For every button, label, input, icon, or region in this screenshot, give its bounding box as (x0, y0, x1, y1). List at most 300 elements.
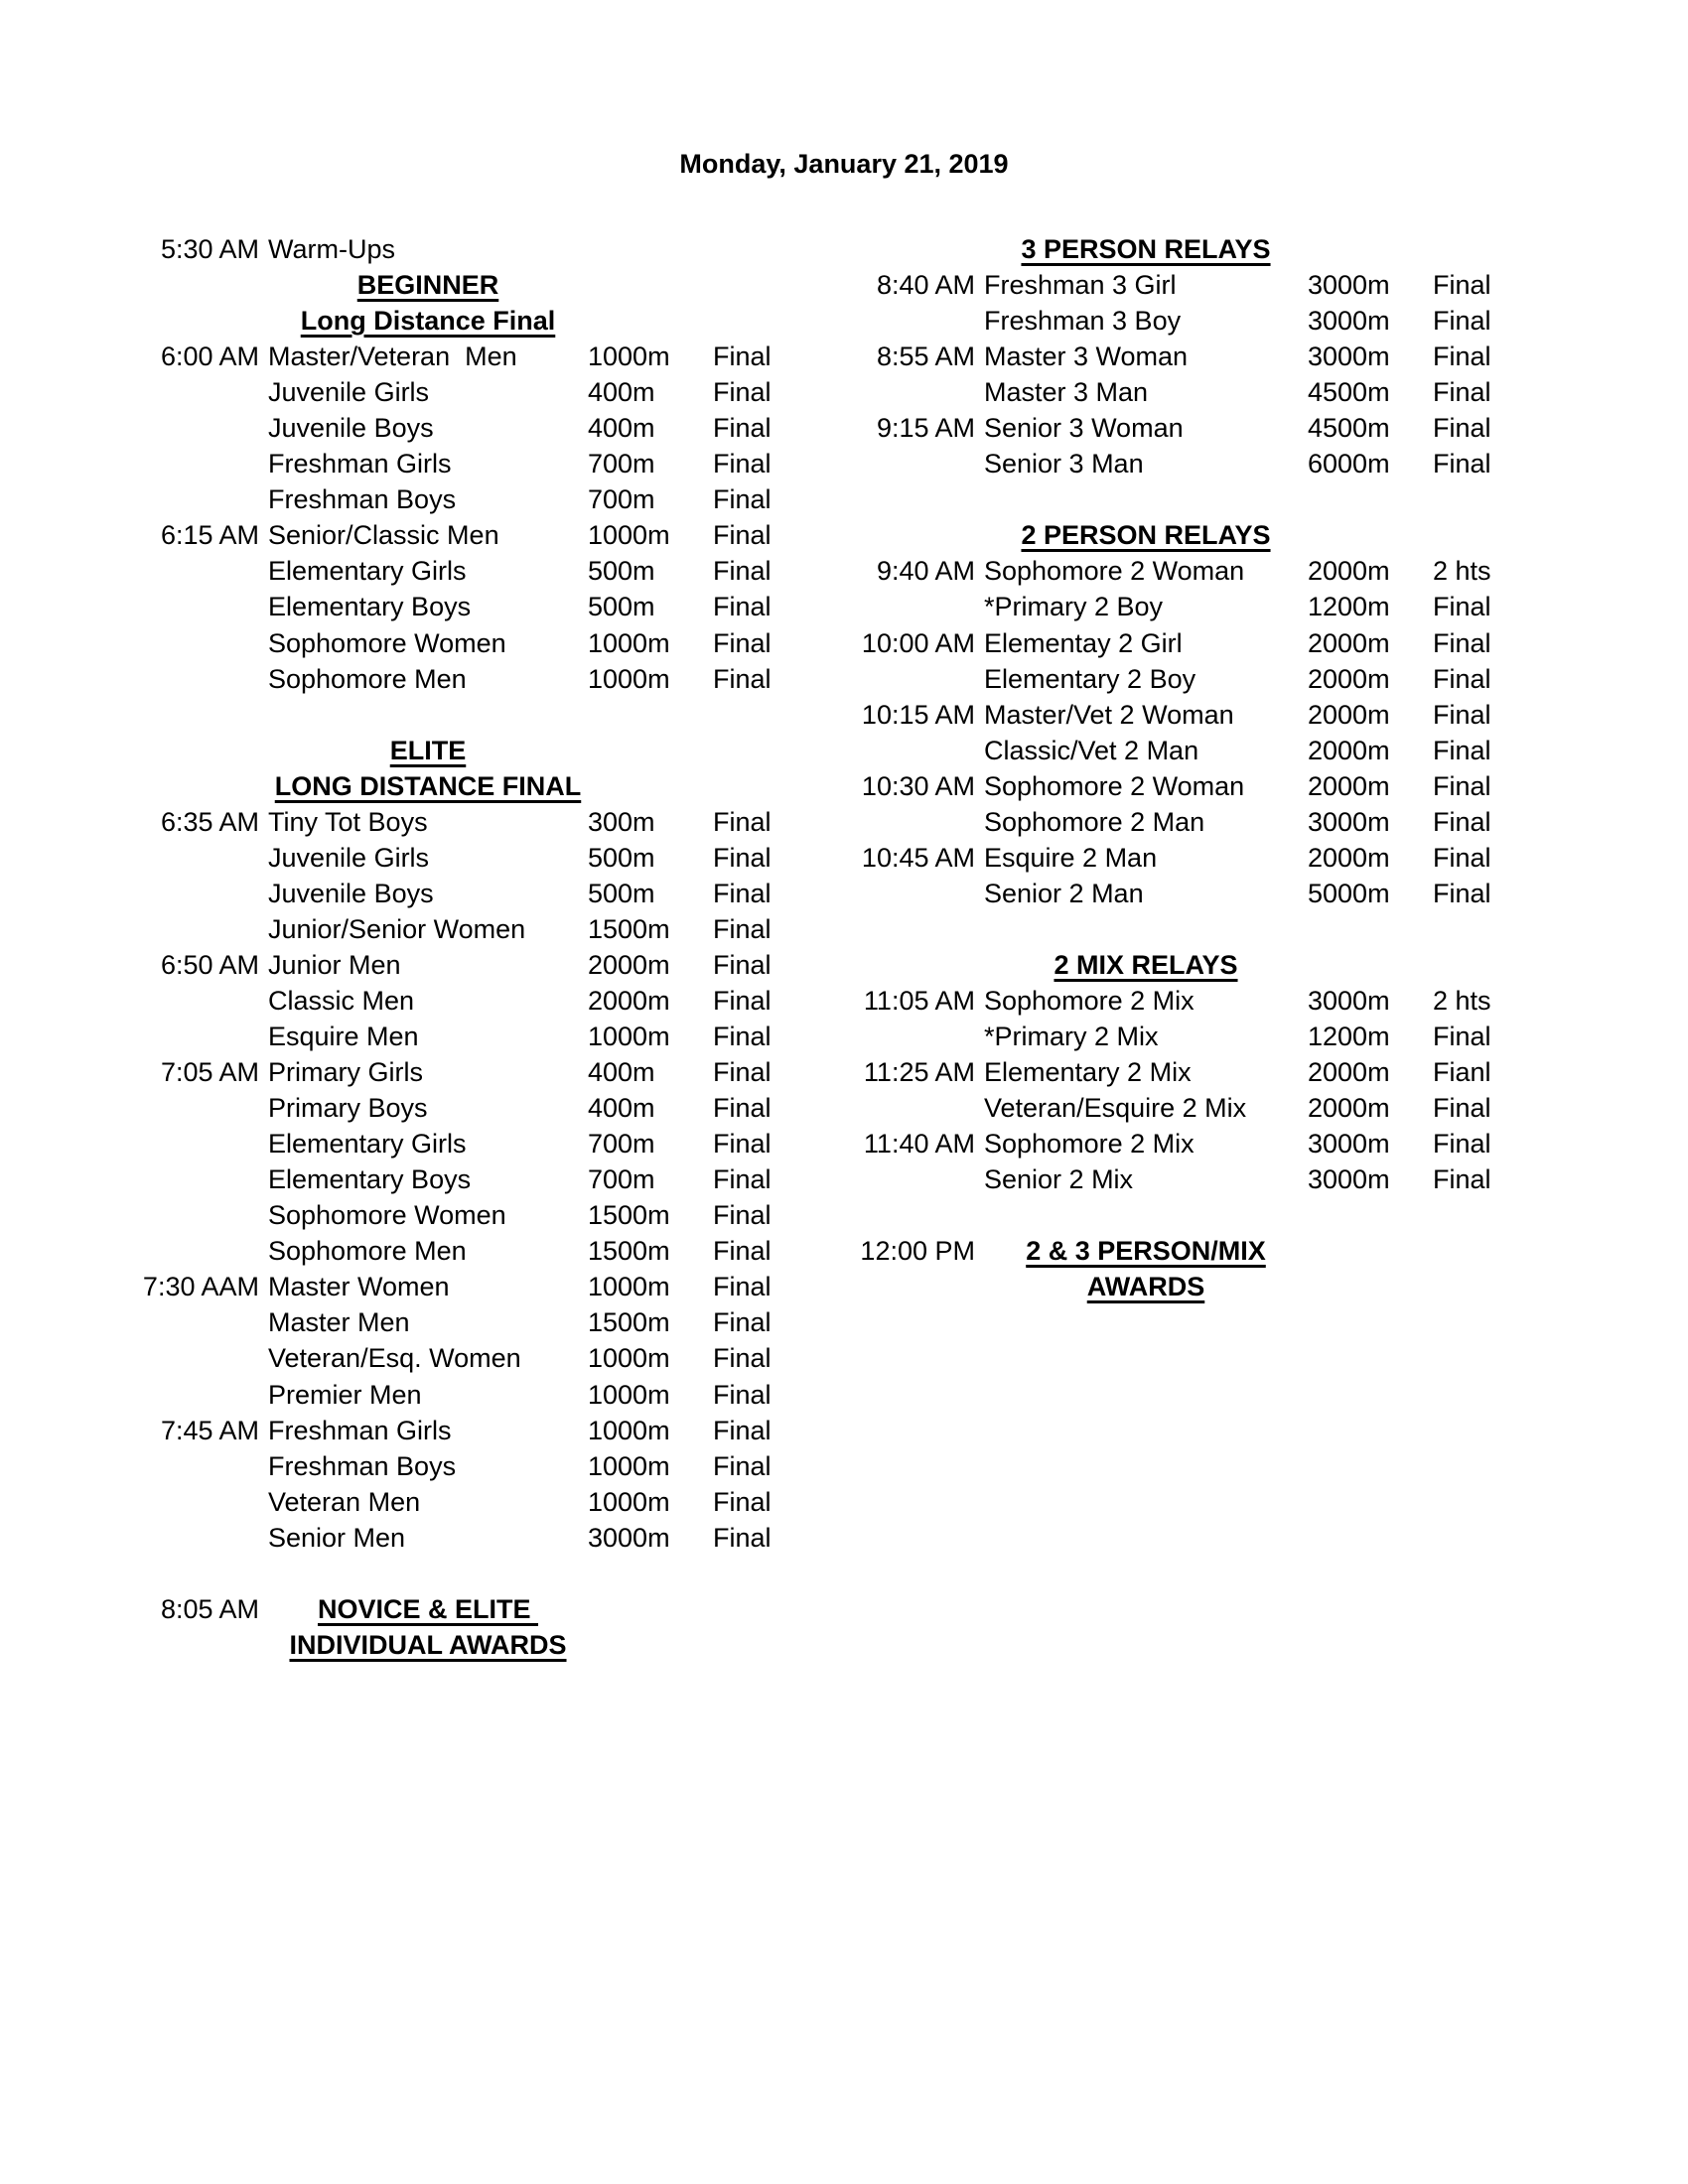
event-name: Senior 3 Woman (984, 413, 1184, 444)
schedule-row (95, 1340, 830, 1376)
event-time (95, 1377, 259, 1413)
schedule-left-column (95, 231, 830, 1663)
event-distance: 3000m (1308, 270, 1390, 301)
schedule-row (95, 1126, 830, 1161)
event-distance: 1200m (1308, 1022, 1390, 1052)
event-distance: 2000m (1308, 1057, 1390, 1088)
event-name: Freshman Girls (268, 449, 452, 479)
section-header-row (854, 1269, 1569, 1304)
schedule-row (95, 1448, 830, 1484)
event-status (1433, 517, 1527, 553)
event-status (1433, 1269, 1527, 1304)
event-distance: 1200m (1308, 592, 1390, 622)
page-title: Monday, January 21, 2019 (679, 149, 1009, 179)
event-status: Final (713, 806, 772, 837)
section-header-row (854, 947, 1569, 983)
event-time: 10:15 AM (861, 699, 975, 730)
schedule-row (854, 697, 1569, 733)
schedule-row (854, 625, 1569, 661)
event-status: Final (1433, 806, 1491, 837)
schedule-row (95, 1413, 830, 1448)
event-status: Final (713, 1343, 772, 1374)
event-distance: 1000m (588, 341, 670, 372)
event-time (854, 374, 975, 410)
schedule-row (95, 947, 830, 983)
schedule-row (95, 1090, 830, 1126)
event-distance (1308, 1269, 1433, 1304)
event-name: Sophomore 2 Woman (984, 556, 1245, 587)
event-name: Master Women (268, 1272, 450, 1302)
event-time (95, 481, 259, 517)
section-header-cell (268, 267, 588, 303)
event-time (854, 947, 975, 983)
event-status (713, 733, 807, 768)
event-distance (1308, 231, 1433, 267)
event-distance: 3000m (1308, 1129, 1390, 1160)
event-status: Final (713, 913, 772, 944)
event-distance: 1000m (588, 1415, 670, 1445)
event-name: Classic Men (268, 985, 415, 1016)
event-time (854, 804, 975, 840)
event-status: Final (713, 413, 772, 444)
event-distance (588, 267, 713, 303)
event-name: Sophomore 2 Man (984, 806, 1205, 837)
event-time (854, 876, 975, 911)
event-name: Sophomore Men (268, 1236, 467, 1267)
event-distance (588, 768, 713, 804)
schedule-row (854, 553, 1569, 589)
event-distance (588, 1591, 713, 1627)
section-header: ELITE (389, 735, 467, 765)
event-name: Elementary Girls (268, 556, 467, 587)
event-status: Final (1433, 842, 1491, 873)
event-time (95, 1197, 259, 1233)
schedule-row (854, 374, 1569, 410)
event-name: Tiny Tot Boys (268, 806, 428, 837)
section-header-cell (984, 1233, 1308, 1269)
event-distance: 1500m (588, 1307, 670, 1338)
section-header: AWARDS (1086, 1272, 1205, 1302)
event-status: Final (1433, 627, 1491, 658)
schedule-row (95, 876, 830, 911)
event-distance: 1000m (588, 1486, 670, 1517)
event-name: Senior 2 Man (984, 878, 1144, 908)
event-status: Final (1433, 1129, 1491, 1160)
event-status: Final (1433, 770, 1491, 801)
event-distance (1308, 947, 1433, 983)
section-header-cell (984, 1269, 1308, 1304)
event-name: Elementary Boys (268, 1164, 472, 1195)
event-distance: 1500m (588, 1200, 670, 1231)
event-status: Final (713, 341, 772, 372)
schedule-row (95, 1377, 830, 1413)
event-name: Sophomore 2 Mix (984, 1129, 1195, 1160)
event-status: Final (713, 627, 772, 658)
event-time: 11:05 AM (863, 985, 975, 1016)
schedule-row (854, 589, 1569, 624)
section-header: 2 & 3 PERSON/MIX (1026, 1236, 1266, 1267)
spacer-row (854, 481, 1569, 517)
event-status: Final (1433, 1093, 1491, 1124)
event-name: Juvenile Boys (268, 413, 434, 444)
schedule-row (95, 1233, 830, 1269)
event-status: Final (713, 1200, 772, 1231)
event-time: 9:40 AM (876, 556, 975, 587)
event-distance: 1000m (588, 1379, 670, 1410)
event-name: Veteran Men (268, 1486, 421, 1517)
event-time: 10:30 AM (861, 770, 975, 801)
event-distance (588, 1627, 713, 1663)
event-name: Sophomore Women (268, 1200, 506, 1231)
event-name: Junior Men (268, 949, 401, 980)
event-status: Final (713, 985, 772, 1016)
event-name: Esquire 2 Man (984, 842, 1158, 873)
event-time (95, 911, 259, 947)
section-header: INDIVIDUAL AWARDS (289, 1629, 567, 1660)
event-status: Fianl (1433, 1057, 1491, 1088)
event-name: Junior/Senior Women (268, 913, 526, 944)
section-header-cell (268, 733, 588, 768)
event-distance: 1000m (588, 1022, 670, 1052)
event-distance: 1000m (588, 1343, 670, 1374)
section-header-row (854, 231, 1569, 267)
event-status (713, 1627, 807, 1663)
event-time (95, 267, 259, 303)
schedule-row (95, 1484, 830, 1520)
event-time (854, 733, 975, 768)
event-distance: 1000m (588, 520, 670, 551)
event-time (95, 1340, 259, 1376)
event-name: Master/Veteran Men (268, 341, 517, 372)
schedule-row (95, 1161, 830, 1197)
event-time: 6:15 AM (160, 520, 259, 551)
event-status: Final (713, 1022, 772, 1052)
section-header-row (95, 267, 830, 303)
event-distance: 700m (588, 1129, 655, 1160)
schedule-row (95, 1054, 830, 1090)
event-name: Juvenile Girls (268, 842, 430, 873)
event-name: Sophomore 2 Woman (984, 770, 1245, 801)
event-status: Final (713, 377, 772, 408)
spacer-row (854, 911, 1569, 947)
event-status: Final (713, 1307, 772, 1338)
event-time: 12:00 PM (860, 1236, 975, 1267)
schedule-row (854, 1126, 1569, 1161)
schedule-row (95, 1520, 830, 1556)
section-header: 3 PERSON RELAYS (1021, 234, 1271, 264)
event-status: Final (713, 1415, 772, 1445)
section-header: LONG DISTANCE FINAL (274, 770, 582, 801)
event-status (713, 231, 807, 267)
section-header: 2 PERSON RELAYS (1021, 520, 1271, 551)
event-distance: 500m (588, 842, 655, 873)
schedule-row (854, 267, 1569, 303)
schedule-row (95, 911, 830, 947)
event-time (854, 1269, 975, 1304)
event-status (713, 267, 807, 303)
event-time (854, 303, 975, 339)
schedule-row (95, 339, 830, 374)
event-time (95, 1161, 259, 1197)
schedule-row (854, 446, 1569, 481)
schedule-row (95, 625, 830, 661)
event-status: Final (713, 1057, 772, 1088)
schedule-row (854, 410, 1569, 446)
schedule-row (95, 804, 830, 840)
event-distance: 700m (588, 449, 655, 479)
schedule-row (854, 840, 1569, 876)
event-status: Final (713, 1379, 772, 1410)
event-status (1433, 947, 1527, 983)
event-status: Final (713, 1093, 772, 1124)
event-time: 7:05 AM (160, 1057, 259, 1088)
event-distance: 500m (588, 592, 655, 622)
event-time (95, 1520, 259, 1556)
event-status: Final (1433, 699, 1491, 730)
event-time (95, 1233, 259, 1269)
event-distance: 2000m (588, 949, 670, 980)
event-time: 6:00 AM (160, 341, 259, 372)
section-header-cell (984, 947, 1308, 983)
event-time: 6:50 AM (160, 949, 259, 980)
section-header-row (854, 1233, 1569, 1269)
schedule-row (95, 481, 830, 517)
event-name: Veteran/Esq. Women (268, 1343, 521, 1374)
event-distance (1308, 1233, 1433, 1269)
section-header-row (95, 768, 830, 804)
event-distance: 1500m (588, 913, 670, 944)
event-status: Final (713, 663, 772, 694)
event-name: Elementary 2 Mix (984, 1057, 1192, 1088)
event-status: Final (1433, 592, 1491, 622)
schedule-row (95, 1019, 830, 1054)
event-time (854, 231, 975, 267)
event-distance: 1500m (588, 1236, 670, 1267)
event-status: Final (713, 484, 772, 515)
event-distance: 2000m (1308, 663, 1390, 694)
schedule-right-column (854, 231, 1569, 1304)
event-name: Senior Men (268, 1522, 406, 1553)
event-distance: 3000m (1308, 1164, 1390, 1195)
event-status (713, 768, 807, 804)
event-time (95, 625, 259, 661)
event-name: Primary Girls (268, 1057, 423, 1088)
event-time (95, 661, 259, 697)
event-time: 5:30 AM (160, 234, 259, 264)
schedule-row (854, 1054, 1569, 1090)
event-time: 8:40 AM (876, 270, 975, 301)
event-name: Freshman 3 Girl (984, 270, 1177, 301)
section-header-cell (268, 1627, 588, 1663)
event-time (95, 983, 259, 1019)
event-status: Final (713, 1236, 772, 1267)
schedule-row (95, 410, 830, 446)
section-header-cell (268, 1591, 588, 1627)
event-time (95, 1304, 259, 1340)
event-time (854, 1090, 975, 1126)
schedule-row (95, 1304, 830, 1340)
event-distance: 700m (588, 484, 655, 515)
schedule-row (95, 840, 830, 876)
event-time: 7:30 AAM (142, 1272, 259, 1302)
event-status: Final (1433, 1164, 1491, 1195)
event-status (713, 1591, 807, 1627)
section-header: BEGINNER (356, 270, 499, 301)
event-time (95, 768, 259, 804)
event-time (95, 1627, 259, 1663)
schedule-row (95, 661, 830, 697)
event-distance: 2000m (1308, 556, 1390, 587)
event-name: Freshman 3 Boy (984, 306, 1182, 337)
event-distance: 1000m (588, 627, 670, 658)
schedule-row (95, 231, 830, 267)
event-time (95, 840, 259, 876)
event-time (95, 876, 259, 911)
event-status: Final (713, 449, 772, 479)
section-header-row (95, 733, 830, 768)
event-distance: 5000m (1308, 878, 1390, 908)
event-time (95, 733, 259, 768)
event-distance: 4500m (1308, 377, 1390, 408)
schedule-row (95, 589, 830, 624)
event-distance: 2000m (1308, 842, 1390, 873)
schedule-row (854, 733, 1569, 768)
event-distance (588, 733, 713, 768)
event-status: Final (713, 1129, 772, 1160)
event-status: Final (1433, 878, 1491, 908)
event-time: 10:00 AM (861, 627, 975, 658)
event-status: 2 hts (1433, 985, 1491, 1016)
event-name: Master 3 Woman (984, 341, 1189, 372)
event-time (854, 1019, 975, 1054)
event-status: Final (1433, 306, 1491, 337)
section-header-cell (268, 768, 588, 804)
event-distance: 300m (588, 806, 655, 837)
event-time (854, 661, 975, 697)
event-status: Final (713, 1522, 772, 1553)
event-distance: 400m (588, 413, 655, 444)
event-time: 10:45 AM (861, 842, 975, 873)
event-distance: 700m (588, 1164, 655, 1195)
event-time: 11:25 AM (863, 1057, 975, 1088)
spacer-row (95, 1556, 830, 1591)
event-status (1433, 1233, 1527, 1269)
schedule-row (854, 1019, 1569, 1054)
event-distance: 3000m (1308, 306, 1390, 337)
schedule-row (854, 339, 1569, 374)
event-time (854, 517, 975, 553)
schedule-row (95, 517, 830, 553)
event-status: Final (1433, 341, 1491, 372)
event-time: 9:15 AM (876, 413, 975, 444)
event-name: Senior 2 Mix (984, 1164, 1134, 1195)
section-header: 2 MIX RELAYS (1054, 949, 1238, 980)
event-time (854, 1161, 975, 1197)
event-name: Esquire Men (268, 1022, 419, 1052)
event-distance: 2000m (1308, 699, 1390, 730)
event-status: Final (713, 842, 772, 873)
schedule-row (854, 1161, 1569, 1197)
event-status: Final (1433, 449, 1491, 479)
event-name: Elementary Girls (268, 1129, 467, 1160)
event-name: Freshman Boys (268, 1450, 457, 1481)
event-name: Senior 3 Man (984, 449, 1144, 479)
event-name: Master Men (268, 1307, 410, 1338)
event-distance: 2000m (1308, 770, 1390, 801)
event-time: 8:05 AM (160, 1593, 259, 1624)
event-status: Final (713, 1272, 772, 1302)
event-distance: 2000m (1308, 627, 1390, 658)
event-status: Final (1433, 1022, 1491, 1052)
event-distance (588, 231, 713, 267)
event-distance (588, 303, 713, 339)
event-time (95, 553, 259, 589)
event-name: Classic/Vet 2 Man (984, 735, 1199, 765)
event-distance: 400m (588, 1093, 655, 1124)
event-status (713, 303, 807, 339)
event-distance: 2000m (1308, 1093, 1390, 1124)
event-distance: 4500m (1308, 413, 1390, 444)
event-name: Warm-Ups (268, 234, 395, 264)
event-time: 6:35 AM (160, 806, 259, 837)
schedule-row (854, 661, 1569, 697)
event-time (95, 303, 259, 339)
schedule-row (95, 553, 830, 589)
event-distance: 3000m (1308, 985, 1390, 1016)
event-status: Final (1433, 735, 1491, 765)
schedule-row (95, 1197, 830, 1233)
event-time (95, 1126, 259, 1161)
schedule-row (854, 983, 1569, 1019)
event-time: 11:40 AM (863, 1129, 975, 1160)
section-header-cell (984, 517, 1308, 553)
event-name: Sophomore Men (268, 663, 467, 694)
event-status: Final (1433, 377, 1491, 408)
event-name: Sophomore 2 Mix (984, 985, 1195, 1016)
event-time (95, 374, 259, 410)
event-name: Master/Vet 2 Woman (984, 699, 1234, 730)
event-status: Final (713, 1486, 772, 1517)
event-distance: 400m (588, 1057, 655, 1088)
event-name: Elementary 2 Boy (984, 663, 1196, 694)
event-name: Senior/Classic Men (268, 520, 499, 551)
event-time (95, 446, 259, 481)
event-name: Sophomore Women (268, 627, 506, 658)
event-name: Elementary Boys (268, 592, 472, 622)
event-time (95, 1448, 259, 1484)
section-header-row (95, 1627, 830, 1663)
event-distance: 3000m (1308, 806, 1390, 837)
spacer-row (854, 1197, 1569, 1233)
schedule-row (854, 303, 1569, 339)
event-distance: 400m (588, 377, 655, 408)
event-time (854, 446, 975, 481)
event-status: Final (713, 1164, 772, 1195)
event-time (95, 1090, 259, 1126)
event-name: Veteran/Esquire 2 Mix (984, 1093, 1247, 1124)
section-header-row (95, 1591, 830, 1627)
event-distance: 500m (588, 878, 655, 908)
event-name: Juvenile Girls (268, 377, 430, 408)
section-header-row (854, 517, 1569, 553)
event-distance: 3000m (588, 1522, 670, 1553)
event-time (95, 1484, 259, 1520)
event-time: 7:45 AM (160, 1415, 259, 1445)
event-status: Final (713, 949, 772, 980)
event-time: 8:55 AM (876, 341, 975, 372)
event-distance: 1000m (588, 1272, 670, 1302)
schedule-row (854, 876, 1569, 911)
